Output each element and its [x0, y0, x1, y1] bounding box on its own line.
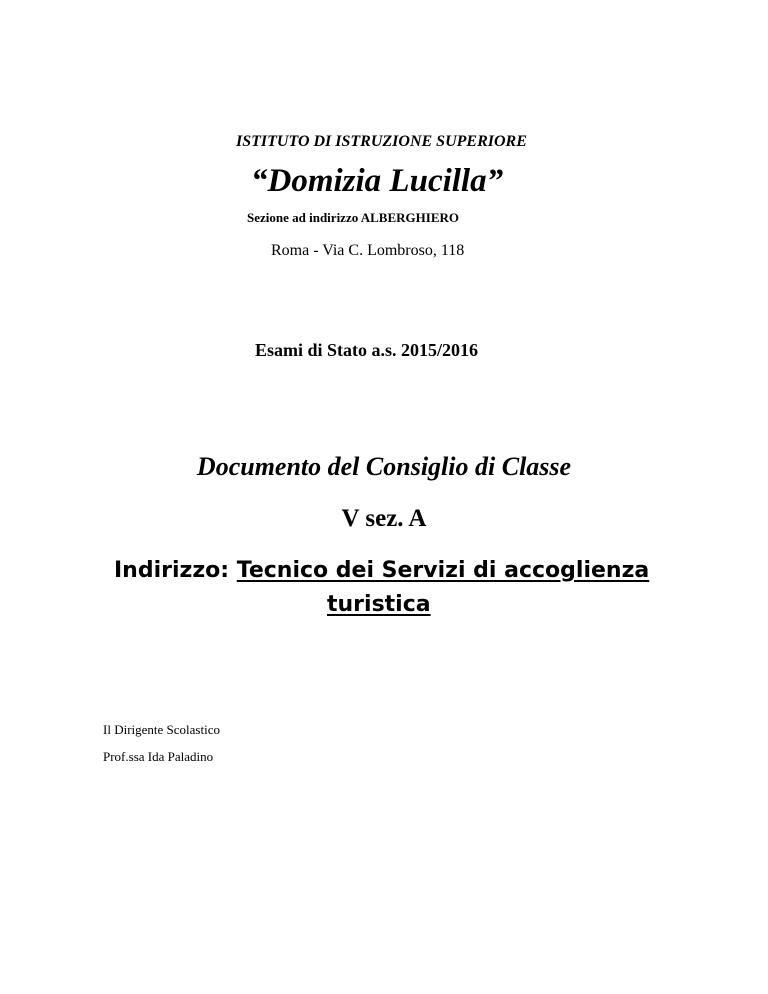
class-name: V sez. A	[341, 505, 427, 532]
signer-name: Prof.ssa Ida Paladino	[103, 749, 214, 764]
course-line	[114, 558, 649, 583]
school-address: Roma - Via C. Lombroso, 118	[271, 242, 465, 259]
exam-year-line: Esami di Stato a.s. 2015/2016	[255, 340, 479, 360]
course-line-continued	[327, 592, 431, 617]
section-line: Sezione ad indirizzo ALBERGHIERO	[247, 210, 459, 225]
school-name: “Domizia Lucilla”	[251, 163, 504, 199]
institute-type: ISTITUTO DI ISTRUZIONE SUPERIORE	[236, 133, 527, 150]
course-name-part2: turistica	[327, 592, 431, 617]
course-name-part1: Tecnico dei Servizi di accoglienza	[236, 558, 650, 583]
course-label: Indirizzo:	[114, 558, 230, 583]
document-title: Documento del Consiglio di Classe	[196, 452, 572, 481]
signer-role: Il Dirigente Scolastico	[103, 722, 220, 737]
